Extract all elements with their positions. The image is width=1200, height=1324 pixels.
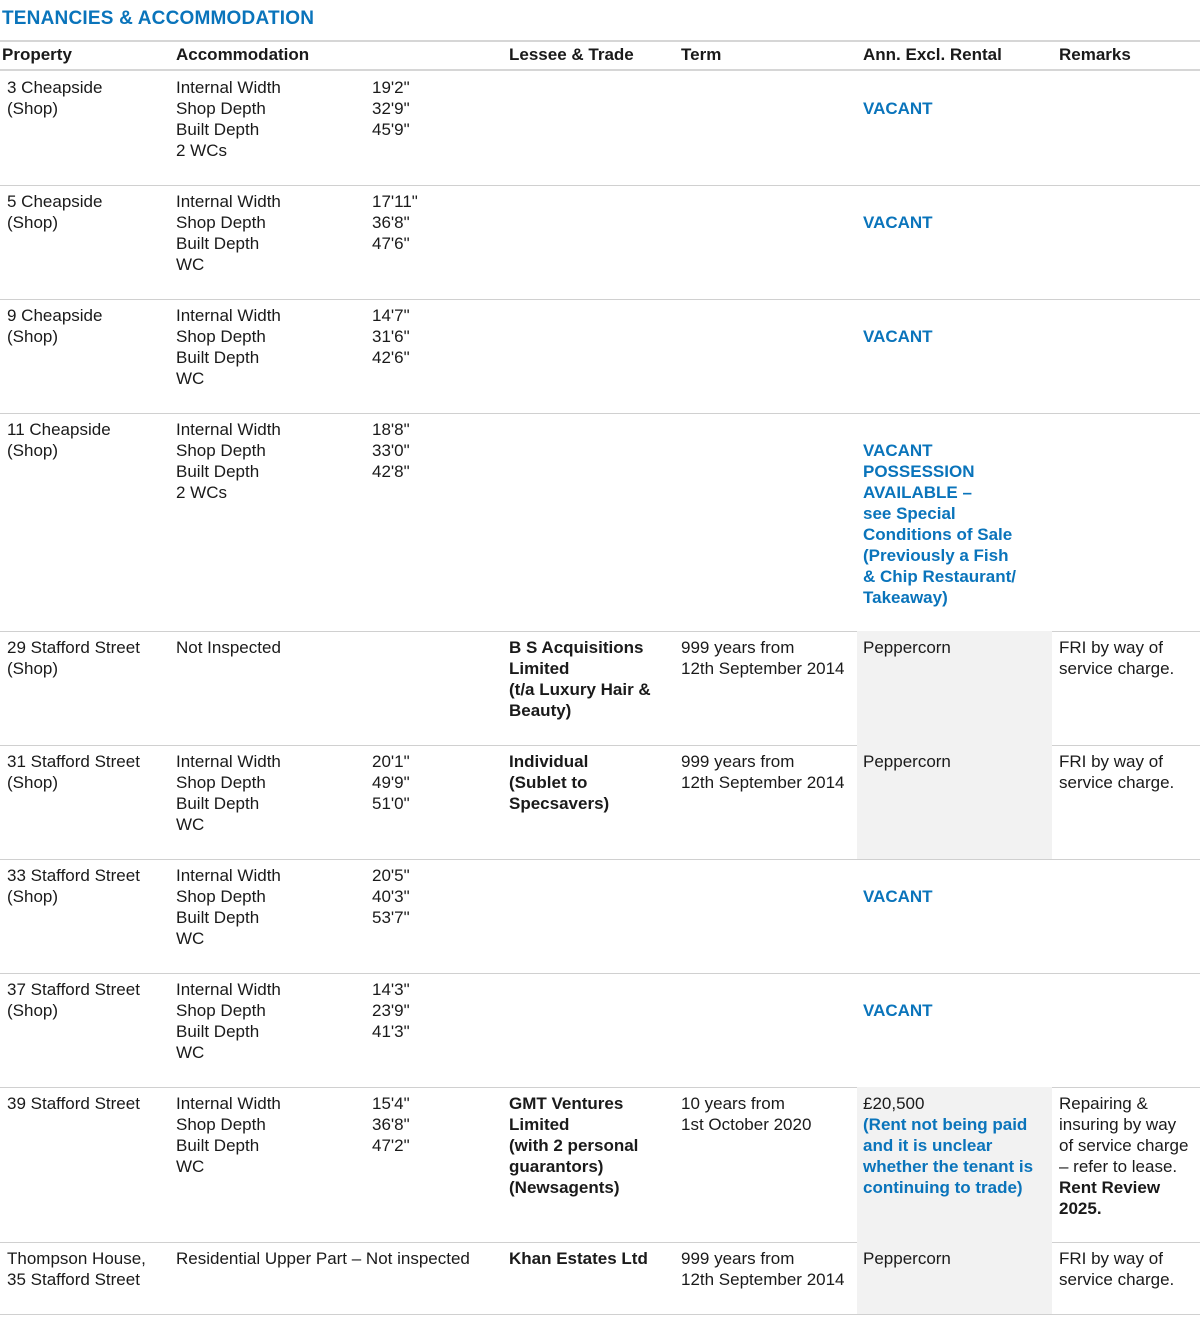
accommodation-value: 15'4" bbox=[372, 1094, 410, 1113]
accommodation-value: 31'6" bbox=[372, 327, 410, 346]
remarks-text: FRI by way of service charge. bbox=[1059, 1249, 1175, 1289]
accommodation-label: WC bbox=[176, 369, 205, 388]
accommodation-value: 14'3" bbox=[372, 980, 410, 999]
accommodation-line bbox=[176, 751, 476, 772]
accommodation-label: Built Depth bbox=[176, 348, 260, 367]
page-title: TENANCIES & ACCOMMODATION bbox=[2, 8, 315, 29]
column-header-term: Term bbox=[681, 45, 722, 64]
accommodation-label: Internal Width bbox=[176, 866, 281, 885]
vacant-status: VACANT bbox=[863, 213, 933, 232]
accommodation-line bbox=[176, 212, 476, 233]
accommodation-line bbox=[176, 98, 476, 119]
table-row bbox=[0, 631, 1200, 746]
accommodation-label: Internal Width bbox=[176, 78, 281, 97]
column-header-property: Property bbox=[2, 45, 72, 64]
table-row bbox=[0, 299, 1200, 414]
column-header-accommodation: Accommodation bbox=[176, 45, 310, 64]
accommodation-label: WC bbox=[176, 1043, 205, 1062]
accommodation-line bbox=[176, 979, 476, 1000]
accommodation-label: Internal Width bbox=[176, 192, 281, 211]
table-row bbox=[0, 71, 1200, 186]
accommodation-value: 18'8" bbox=[372, 420, 410, 439]
vacant-status: VACANT bbox=[863, 327, 933, 346]
accommodation-line bbox=[176, 814, 476, 835]
accommodation-cell bbox=[176, 1248, 476, 1269]
lessee-cell: GMT Ventures Limited (with 2 personal guarantors) (Newsagents) bbox=[509, 1094, 639, 1197]
accommodation-label: Shop Depth bbox=[176, 887, 266, 906]
table-row bbox=[0, 1242, 1200, 1315]
term-cell: 999 years from 12th September 2014 bbox=[681, 752, 845, 792]
rental-amount: Peppercorn bbox=[863, 1249, 951, 1268]
property-cell: 37 Stafford Street (Shop) bbox=[7, 980, 140, 1020]
rental-cell bbox=[863, 1093, 1048, 1198]
rental-cell bbox=[863, 751, 1048, 772]
rental-cell bbox=[863, 637, 1048, 658]
column-header-rental: Ann. Excl. Rental bbox=[863, 45, 1002, 64]
accommodation-label: Built Depth bbox=[176, 1136, 260, 1155]
rental-amount: Peppercorn bbox=[863, 638, 951, 657]
remarks-cell bbox=[1059, 751, 1197, 793]
accommodation-value: 33'0" bbox=[372, 441, 410, 460]
accommodation-value: 36'8" bbox=[372, 213, 410, 232]
accommodation-line bbox=[176, 347, 476, 368]
accommodation-label: Internal Width bbox=[176, 306, 281, 325]
property-cell: 29 Stafford Street (Shop) bbox=[7, 638, 140, 678]
remarks-cell bbox=[1059, 1093, 1197, 1219]
accommodation-label: Internal Width bbox=[176, 1094, 281, 1113]
accommodation-label: Built Depth bbox=[176, 120, 260, 139]
accommodation-line bbox=[176, 1042, 476, 1063]
column-header-remarks: Remarks bbox=[1059, 45, 1131, 64]
accommodation-label: Built Depth bbox=[176, 908, 260, 927]
property-cell: Thompson House, 35 Stafford Street bbox=[7, 1249, 146, 1289]
accommodation-label: WC bbox=[176, 1157, 205, 1176]
accommodation-value: 53'7" bbox=[372, 908, 410, 927]
table-row bbox=[0, 973, 1200, 1088]
accommodation-value: 49'9" bbox=[372, 773, 410, 792]
accommodation-label: Shop Depth bbox=[176, 1001, 266, 1020]
accommodation-label: Shop Depth bbox=[176, 441, 266, 460]
accommodation-cell bbox=[176, 419, 476, 503]
table-row bbox=[0, 185, 1200, 300]
accommodation-label: Shop Depth bbox=[176, 327, 266, 346]
accommodation-cell bbox=[176, 865, 476, 949]
accommodation-label: WC bbox=[176, 255, 205, 274]
property-cell: 3 Cheapside (Shop) bbox=[7, 78, 103, 118]
accommodation-value: 51'0" bbox=[372, 794, 410, 813]
property-cell: 39 Stafford Street bbox=[7, 1094, 140, 1113]
accommodation-cell bbox=[176, 191, 476, 275]
accommodation-line bbox=[176, 77, 476, 98]
accommodation-value: 36'8" bbox=[372, 1115, 410, 1134]
vacant-status: VACANT bbox=[863, 1001, 933, 1020]
accommodation-line bbox=[176, 886, 476, 907]
rental-note: (Rent not being paid and it is unclear whether the tenant is continuing to trade) bbox=[863, 1115, 1034, 1197]
accommodation-line bbox=[176, 1156, 476, 1177]
accommodation-label: Internal Width bbox=[176, 420, 281, 439]
term-cell: 999 years from 12th September 2014 bbox=[681, 1249, 845, 1289]
accommodation-label: Internal Width bbox=[176, 752, 281, 771]
remarks-text: FRI by way of service charge. bbox=[1059, 752, 1175, 792]
rental-amount: Peppercorn bbox=[863, 752, 951, 771]
accommodation-cell bbox=[176, 637, 476, 658]
accommodation-value: 19'2" bbox=[372, 78, 410, 97]
property-cell: 33 Stafford Street (Shop) bbox=[7, 866, 140, 906]
rental-cell bbox=[863, 1248, 1048, 1269]
accommodation-label: Shop Depth bbox=[176, 773, 266, 792]
remarks-rent-review: Rent Review 2025. bbox=[1059, 1178, 1161, 1218]
accommodation-line bbox=[176, 1021, 476, 1042]
vacant-status: VACANT bbox=[863, 887, 933, 906]
accommodation-line bbox=[176, 233, 476, 254]
accommodation-line bbox=[176, 907, 476, 928]
remarks-cell bbox=[1059, 637, 1197, 679]
accommodation-line bbox=[176, 305, 476, 326]
accommodation-label: Built Depth bbox=[176, 794, 260, 813]
accommodation-line bbox=[176, 368, 476, 389]
accommodation-label: Internal Width bbox=[176, 980, 281, 999]
property-cell: 31 Stafford Street (Shop) bbox=[7, 752, 140, 792]
lessee-cell: Individual (Sublet to Specsavers) bbox=[509, 752, 610, 813]
accommodation-value: 40'3" bbox=[372, 887, 410, 906]
accommodation-label: 2 WCs bbox=[176, 483, 227, 502]
accommodation-value: 47'2" bbox=[372, 1136, 410, 1155]
accommodation-cell bbox=[176, 1093, 476, 1177]
accommodation-line bbox=[176, 1114, 476, 1135]
accommodation-line bbox=[176, 191, 476, 212]
accommodation-line bbox=[176, 140, 476, 161]
accommodation-line bbox=[176, 254, 476, 275]
accommodation-value: 20'5" bbox=[372, 866, 410, 885]
accommodation-label: Shop Depth bbox=[176, 213, 266, 232]
accommodation-line bbox=[176, 772, 476, 793]
accommodation-value: 42'6" bbox=[372, 348, 410, 367]
remarks-text: Repairing & insuring by way of service charge – refer to lease. bbox=[1059, 1094, 1189, 1176]
accommodation-line bbox=[176, 1135, 476, 1156]
accommodation-label: Built Depth bbox=[176, 462, 260, 481]
accommodation-label: Shop Depth bbox=[176, 1115, 266, 1134]
vacant-status: VACANT POSSESSION AVAILABLE – see Special Conditions of Sale (Previously a Fish & Chip Restaurant/ Takeaway) bbox=[863, 441, 1017, 607]
remarks-text: FRI by way of service charge. bbox=[1059, 638, 1175, 678]
accommodation-line bbox=[176, 461, 476, 482]
accommodation-value: 17'11" bbox=[372, 192, 418, 211]
accommodation-line bbox=[176, 928, 476, 949]
accommodation-label: WC bbox=[176, 815, 205, 834]
table-row bbox=[0, 413, 1200, 632]
accommodation-value: 23'9" bbox=[372, 1001, 410, 1020]
table-row bbox=[0, 1087, 1200, 1243]
accommodation-line bbox=[176, 482, 476, 503]
accommodation-value: 32'9" bbox=[372, 99, 410, 118]
accommodation-label: Shop Depth bbox=[176, 99, 266, 118]
rental-amount: £20,500 bbox=[863, 1094, 925, 1113]
accommodation-cell bbox=[176, 77, 476, 161]
vacant-status: VACANT bbox=[863, 99, 933, 118]
column-header-lessee: Lessee & Trade bbox=[509, 45, 634, 64]
accommodation-line bbox=[176, 1093, 476, 1114]
accommodation-line bbox=[176, 1000, 476, 1021]
table-row bbox=[0, 745, 1200, 860]
accommodation-line bbox=[176, 119, 476, 140]
accommodation-value: 47'6" bbox=[372, 234, 410, 253]
accommodation-value: 41'3" bbox=[372, 1022, 410, 1041]
property-cell: 9 Cheapside (Shop) bbox=[7, 306, 103, 346]
accommodation-cell bbox=[176, 751, 476, 835]
lessee-cell: B S Acquisitions Limited (t/a Luxury Hair & Beauty) bbox=[509, 638, 651, 720]
accommodation-text: Residential Upper Part – Not inspected bbox=[176, 1249, 470, 1268]
accommodation-line bbox=[176, 440, 476, 461]
lessee-cell: Khan Estates Ltd bbox=[509, 1249, 648, 1268]
accommodation-line bbox=[176, 865, 476, 886]
accommodation-cell bbox=[176, 305, 476, 389]
accommodation-label: WC bbox=[176, 929, 205, 948]
accommodation-value: 20'1" bbox=[372, 752, 410, 771]
term-cell: 10 years from 1st October 2020 bbox=[681, 1094, 812, 1134]
accommodation-cell bbox=[176, 979, 476, 1063]
accommodation-value: 45'9" bbox=[372, 120, 410, 139]
accommodation-value: 42'8" bbox=[372, 462, 410, 481]
property-cell: 11 Cheapside (Shop) bbox=[7, 420, 111, 460]
remarks-cell bbox=[1059, 1248, 1197, 1290]
accommodation-label: Built Depth bbox=[176, 1022, 260, 1041]
property-cell: 5 Cheapside (Shop) bbox=[7, 192, 103, 232]
accommodation-label: 2 WCs bbox=[176, 141, 227, 160]
table-row bbox=[0, 859, 1200, 974]
accommodation-value: 14'7" bbox=[372, 306, 410, 325]
accommodation-label: Built Depth bbox=[176, 234, 260, 253]
accommodation-line bbox=[176, 793, 476, 814]
accommodation-line bbox=[176, 419, 476, 440]
header-top-rule bbox=[0, 40, 1200, 42]
accommodation-line bbox=[176, 326, 476, 347]
accommodation-text: Not Inspected bbox=[176, 638, 281, 657]
term-cell: 999 years from 12th September 2014 bbox=[681, 638, 845, 678]
